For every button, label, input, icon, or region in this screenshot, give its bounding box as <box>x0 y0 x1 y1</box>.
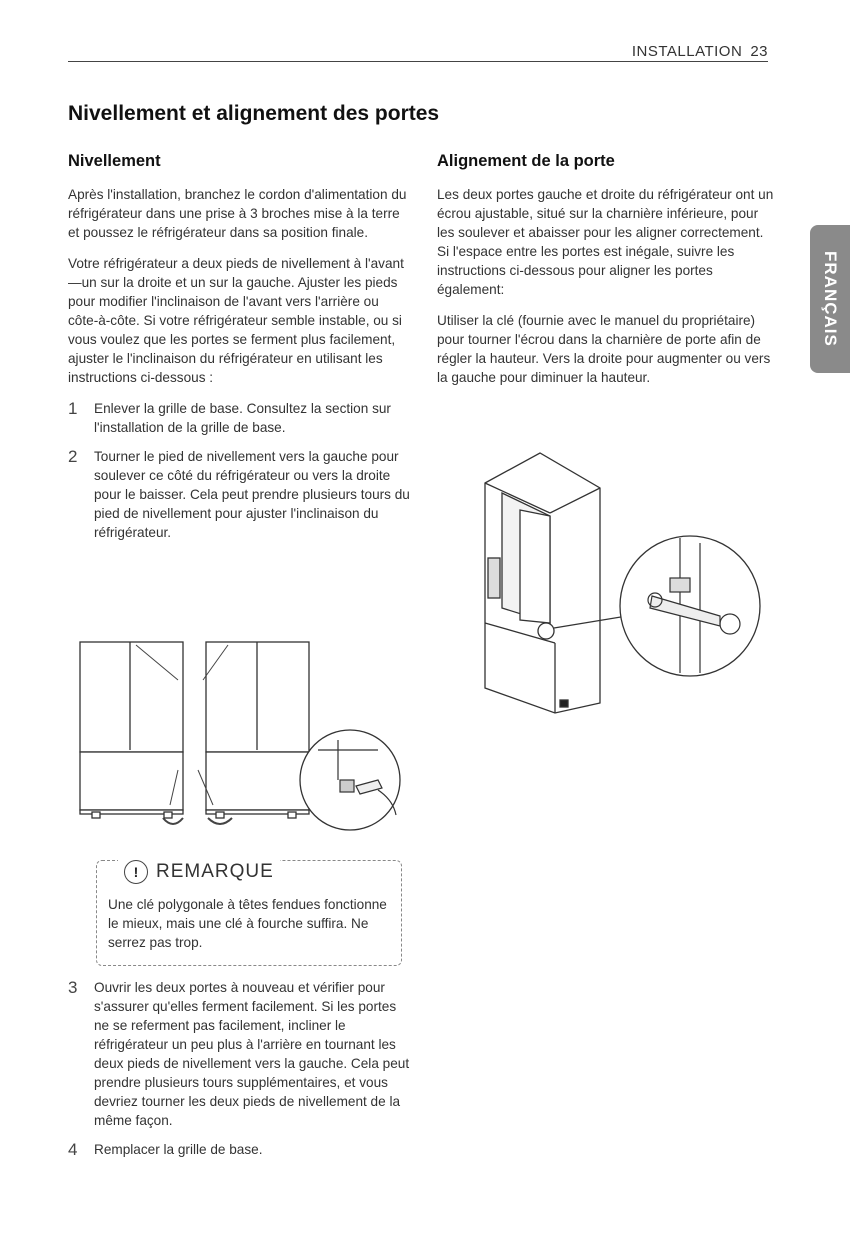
door-alignment-illustration <box>480 448 770 718</box>
page-title: Nivellement et alignement des portes <box>68 102 440 125</box>
page-number: 23 <box>750 43 768 60</box>
left-fridge-upper-body <box>80 642 183 752</box>
leveling-heading: Nivellement <box>68 152 161 170</box>
right-fridge-foot <box>288 812 296 818</box>
left-fridge-drawer <box>80 752 183 810</box>
rotate-arrow-icon <box>163 818 183 824</box>
left-fridge-foot <box>164 812 172 818</box>
door-dispenser <box>488 558 500 598</box>
step-item <box>68 447 410 542</box>
step-item <box>68 1140 410 1159</box>
step-number: 1 <box>68 399 78 418</box>
leveling-paragraph: Votre réfrigérateur a deux pieds de nivellement à l'avant—un sur la droite et un sur la gauche. Ajuster les pieds pour modifier l'inclinaison de l'avant vers l'arrière ou côte-à-côte. Si votre réfrigérateur semble instable, ou si vous voulez que les portes se ferment plus facilement, ajuster le l'inclinaison du réfrigérateur en utilisant les instructions ci-dessous : <box>68 256 404 385</box>
step-text: Ouvrir les deux portes à nouveau et vérifier pour s'assurer qu'elles ferment facilement. Si les portes ne se referment pas facilement, incliner le réfrigérateur un peu plus à l'arrière en tournant les deux pieds de nivellement vers la gauche. Cela peut prendre plusieurs tours supplémentaires, et vous devriez tourner les deux pieds de nivellement de la même façon. <box>94 980 410 1128</box>
leveling-paragraph: Après l'installation, branchez le cordon d'alimentation du réfrigérateur dans une prise à 3 broches mise à la terre et poussez le réfrigérateur dans sa position finale. <box>68 187 407 240</box>
door-alignment-section <box>437 152 777 399</box>
door-alignment-paragraph: Les deux portes gauche et droite du réfrigérateur ont un écrou ajustable, situé sur la charnière inférieure, pour les soulever et abaisser pour les aligner correctement. Si l'espace entre les portes est inégale, suivre les instructions ci-dessous pour aligner les portes également: <box>437 187 774 297</box>
door-alignment-paragraph: Utiliser la clé (fournie avec le manuel du propriétaire) pour tourner l'écrou dans la charnière de porte afin de régler la hauteur. Vers la droite pour augmenter ou vers la gauche pour diminuer la hauteur. <box>437 313 771 385</box>
leveling-steps-continued <box>68 978 410 1169</box>
step-number: 3 <box>68 978 78 997</box>
step-text: Remplacer la grille de base. <box>94 1142 263 1157</box>
step-number: 4 <box>68 1140 78 1159</box>
language-tab <box>810 225 850 373</box>
step-text: Enlever la grille de base. Consultez la section sur l'installation de la grille de base. <box>94 401 391 435</box>
note-title: REMARQUE <box>156 861 274 882</box>
warning-icon: ! <box>124 860 148 884</box>
open-right-door <box>520 510 550 623</box>
zoom-leveling-foot <box>340 780 354 792</box>
header-section: INSTALLATION <box>631 43 743 60</box>
leveling-illustration <box>78 640 408 840</box>
step-item <box>68 399 410 437</box>
step-item <box>68 978 410 1130</box>
left-fridge-foot <box>92 812 100 818</box>
zoom-hinge <box>670 578 690 592</box>
rotate-arrow-icon <box>208 818 232 824</box>
step-number: 2 <box>68 447 78 466</box>
leveling-section <box>68 152 410 552</box>
page-header <box>68 43 768 62</box>
step-text: Tourner le pied de nivellement vers la gauche pour soulever ce côté du réfrigérateur ou vers la droite pour le baisser. Cela peut prendre plusieurs tours du pied de nivellement pour ajuster l'inclinaison du réfrigérateur. <box>94 449 410 540</box>
fridge-foot <box>560 700 568 707</box>
language-tab-label: FRANÇAIS <box>821 251 840 347</box>
door-alignment-heading: Alignement de la porte <box>437 152 615 170</box>
note-header <box>118 860 280 884</box>
right-fridge-foot <box>216 812 224 818</box>
right-fridge-drawer <box>206 752 309 810</box>
note-text: Une clé polygonale à têtes fendues fonctionne le mieux, mais une clé à fourche suffira. Ne serrez pas trop. <box>108 897 387 950</box>
header-text <box>632 43 768 60</box>
hinge-zoom-circle <box>620 536 760 676</box>
